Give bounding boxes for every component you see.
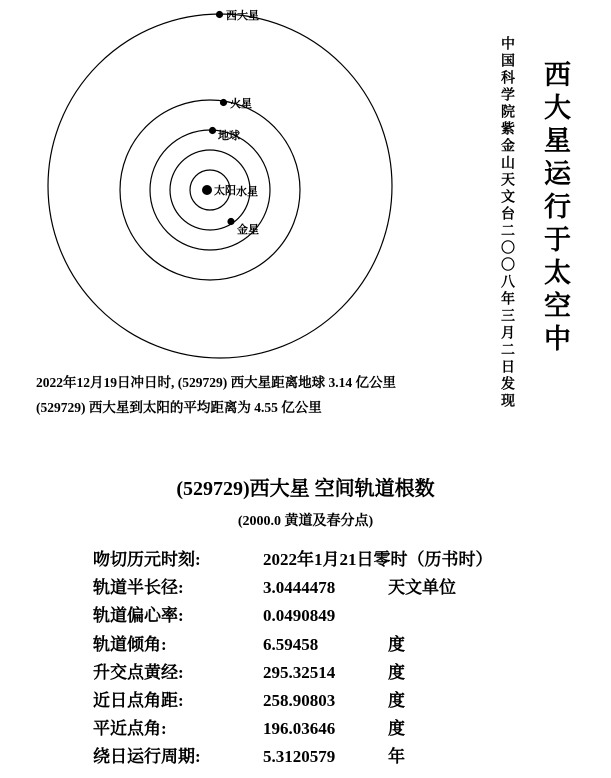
row-label: 绕日运行周期:: [93, 747, 201, 767]
row-label: 吻切历元时刻:: [93, 550, 201, 569]
sun-dot: [202, 185, 212, 195]
mean-distance-caption: (529729) 西大星到太阳的平均距离为 4.55 亿公里: [36, 400, 322, 415]
mars-label: 火星: [230, 98, 252, 110]
orbital-elements-title: (529729)西大星 空间轨道根数: [176, 478, 435, 500]
venus-dot: [227, 218, 234, 225]
orbital-elements-table: [93, 546, 493, 772]
orbital-elements-subtitle: (2000.0 黄道及春分点): [237, 514, 374, 529]
row-unit: 度: [388, 690, 405, 710]
row-value: 0.0490849: [263, 606, 336, 626]
vertical-title: 西大星运行于太空中: [540, 60, 570, 357]
mercury-label: 水星: [236, 186, 258, 198]
earth-label: 地球: [218, 130, 240, 142]
row-unit: 年: [388, 747, 405, 767]
row-value: 258.90803: [263, 690, 336, 710]
row-label: 轨道半长径:: [93, 578, 184, 598]
row-label: 近日点角距:: [93, 690, 184, 710]
row-unit: 度: [388, 634, 405, 654]
row-unit: [388, 546, 456, 574]
row-value: 196.03646: [263, 719, 336, 739]
row-unit: 度: [388, 662, 405, 682]
row-label: 平近点角:: [93, 719, 167, 739]
xidaxing-label: 西大星: [226, 10, 259, 22]
sun-label: 太阳: [214, 185, 236, 197]
mars-dot: [220, 99, 227, 106]
row-label: 升交点黄经:: [93, 662, 184, 682]
xidaxing-dot: [216, 11, 223, 18]
row-label: 轨道偏心率:: [93, 606, 184, 626]
row-value: 2022年1月21日零时（历书时）: [263, 550, 493, 569]
row-value: 3.0444478: [263, 578, 336, 598]
venus-label: 金星: [237, 224, 259, 236]
row-value: 6.59458: [263, 634, 319, 654]
row-unit: [388, 602, 456, 630]
discovery-note-vertical: 中国科学院紫金山天文台二〇〇八年三月二日发现: [499, 36, 514, 410]
row-unit: 天文单位: [388, 578, 456, 598]
row-label: 轨道倾角:: [93, 634, 167, 654]
opposition-distance-caption: 2022年12月19日冲日时, (529729) 西大星距离地球 3.14 亿公里: [36, 375, 396, 390]
row-value: 295.32514: [263, 662, 336, 682]
earth-dot: [209, 127, 216, 134]
orbit-diagram: [0, 0, 468, 368]
row-unit: 度: [388, 719, 405, 739]
row-value: 5.3120579: [263, 747, 336, 767]
